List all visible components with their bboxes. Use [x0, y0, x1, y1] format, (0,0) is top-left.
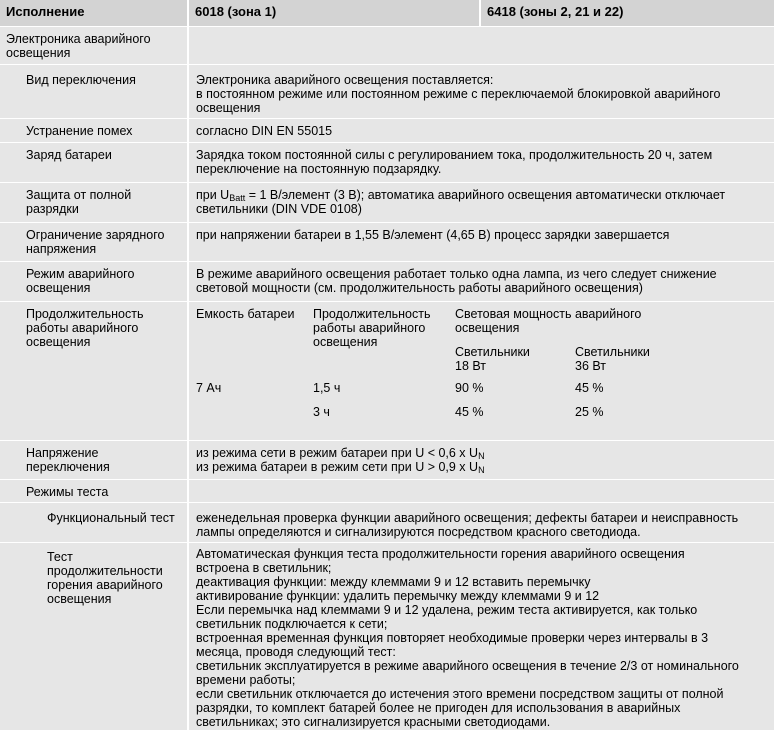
row-value: из режима сети в режим батареи при U < 0,6 x $U_N$ из режима батареи в режим сети при U > 0,9 x $U_N$ — [196, 446, 485, 475]
row-label: Продолжительность работы аварийного освещения — [0, 302, 189, 440]
table-row — [0, 503, 774, 542]
row-label: Режим аварийного освещения — [0, 262, 189, 301]
subtable-head-lamp-18: Светильники 18 Вт — [455, 345, 530, 373]
row-value: согласно DIN EN 55015 — [196, 124, 333, 138]
row-label: Защита от полной разрядки — [0, 183, 189, 222]
duration-subtable — [189, 302, 774, 440]
header-variant: Исполнение — [0, 0, 189, 26]
section-row — [0, 27, 774, 64]
table-header — [0, 0, 774, 27]
table-row — [0, 119, 774, 142]
table-row — [0, 302, 774, 440]
section-title: Электроника аварийного освещения — [0, 27, 189, 64]
table-row — [0, 441, 774, 479]
subtable-head-duration: Продолжительность работы аварийного освещения — [313, 307, 431, 349]
row-value: Зарядка током постоянной силы с регулированием тока, продолжительность 20 ч, затем переключение на постоянную подзарядку. — [196, 148, 713, 176]
row-value: Электроника аварийного освещения поставляется: в постоянном режиме или постоянном режиме с переключаемой блокировкой аварийного освещения — [196, 73, 721, 115]
row-label: Функциональный тест — [0, 503, 189, 542]
table-row — [0, 143, 774, 182]
header-6418: 6418 (зоны 2, 21 и 22) — [481, 0, 774, 26]
row-label: Заряд батареи — [0, 143, 189, 182]
table-row — [0, 65, 774, 118]
header-6018: 6018 (зона 1) — [189, 0, 481, 26]
subtable-row: 3 ч 45 % 25 % — [313, 405, 604, 419]
table-row — [0, 223, 774, 261]
table-row — [0, 543, 774, 730]
row-value: при напряжении батареи в 1,55 В/элемент (4,65 В) процесс зарядки завершается — [196, 228, 670, 242]
table-row — [0, 183, 774, 222]
row-value: при $U_{Batt} = 1$ В/элемент (3 В); автоматика аварийного освещения автоматически отключает светильники (DIN VDE 0108) — [196, 188, 726, 216]
subtable-head-capacity: Емкость батареи — [196, 307, 295, 321]
subtable-head-power: Световая мощность аварийного освещения — [455, 307, 642, 335]
row-label: Тест продолжительности горения аварийного освещения — [0, 543, 189, 730]
row-value: еженедельная проверка функции аварийного освещения; дефекты батареи и неисправность лампы определяются и сигнализируются посредством красного светодиода. — [196, 511, 739, 539]
row-label: Вид переключения — [0, 65, 189, 118]
row-label: Режимы теста — [0, 480, 189, 502]
row-value: В режиме аварийного освещения работает только одна лампа, из чего следует снижение световой мощности (см. продолжительность работы аварийного освещения) — [196, 267, 717, 295]
table-row — [0, 262, 774, 301]
row-label: Напряжение переключения — [0, 441, 189, 479]
subtable-head-lamp-36: Светильники 36 Вт — [575, 345, 650, 373]
table-row — [0, 480, 774, 502]
row-label: Устранение помех — [0, 119, 189, 142]
row-label: Ограничение зарядного напряжения — [0, 223, 189, 261]
subtable-row: 7 Ач 1,5 ч 90 % 45 % — [196, 381, 604, 395]
row-value: Автоматическая функция теста продолжительности горения аварийного освещения встроена в светильник; деактивация функции: между клеммами 9 и 12 вставить перемычку активирование функции: удалить перемычку между клеммами 9 и 12 Если перемычка над клеммами 9 и 12 удалена, режим теста активируется, как только светильник подключается к сети; встроенная временная функция повторяет необходимые проверки через интервалы в 3 месяца, проводя следующий тест: светильник эксплуатируется в режиме аварийного освещения в течение 2/3 от номинального времени работы; если светильник отключается до истечения этого времени посредством защиты от полной разрядки, то комплект батарей более не пригоден для использования в аварийных светильниках; это сигнализируется красными светодиодами. — [196, 547, 739, 729]
